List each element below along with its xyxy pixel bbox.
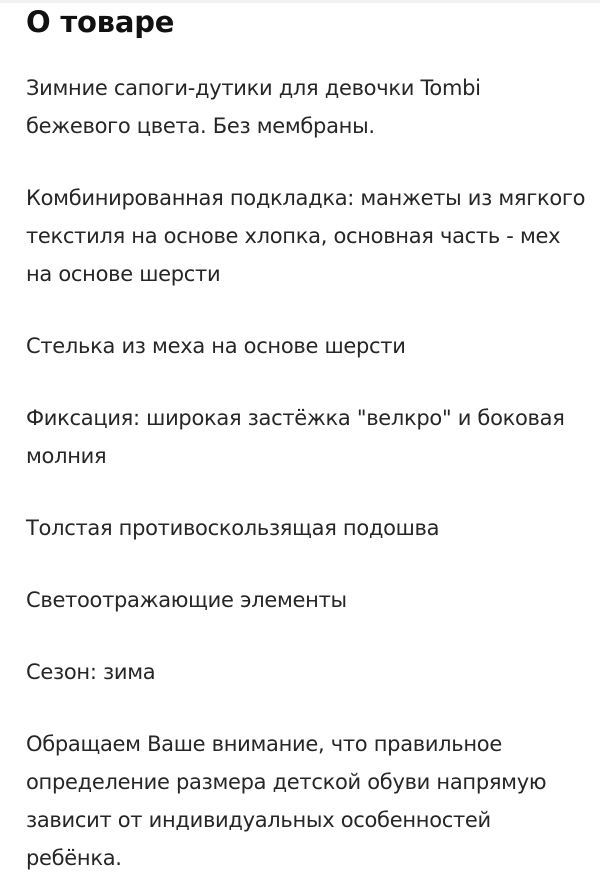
description-paragraph-insole: Стелька из меха на основе шерсти bbox=[26, 334, 406, 358]
description-paragraph-material: Зимние сапоги-дутики для девочки Tombi бежевого цвета. Без мембраны. bbox=[26, 76, 481, 138]
description-paragraph-reflective: Светоотражающие элементы bbox=[26, 588, 347, 612]
description-paragraph-sizing-note: Обращаем Ваше внимание, что правильное определение размера детской обуви напрямую зависит от индивидуальных особенностей ребёнка. bbox=[26, 732, 547, 870]
description-paragraph-season: Сезон: зима bbox=[26, 660, 156, 684]
description-paragraph-sole: Толстая противоскользящая подошва bbox=[26, 516, 440, 540]
section-title: О товаре bbox=[26, 5, 175, 39]
description-paragraph-fastening: Фиксация: широкая застёжка "велкро" и боковая молния bbox=[26, 406, 565, 468]
description-paragraph-lining: Комбинированная подкладка: манжеты из мягкого текстиля на основе хлопка, основная часть - мех на основе шерсти bbox=[26, 186, 586, 286]
product-description-section bbox=[26, 0, 586, 877]
